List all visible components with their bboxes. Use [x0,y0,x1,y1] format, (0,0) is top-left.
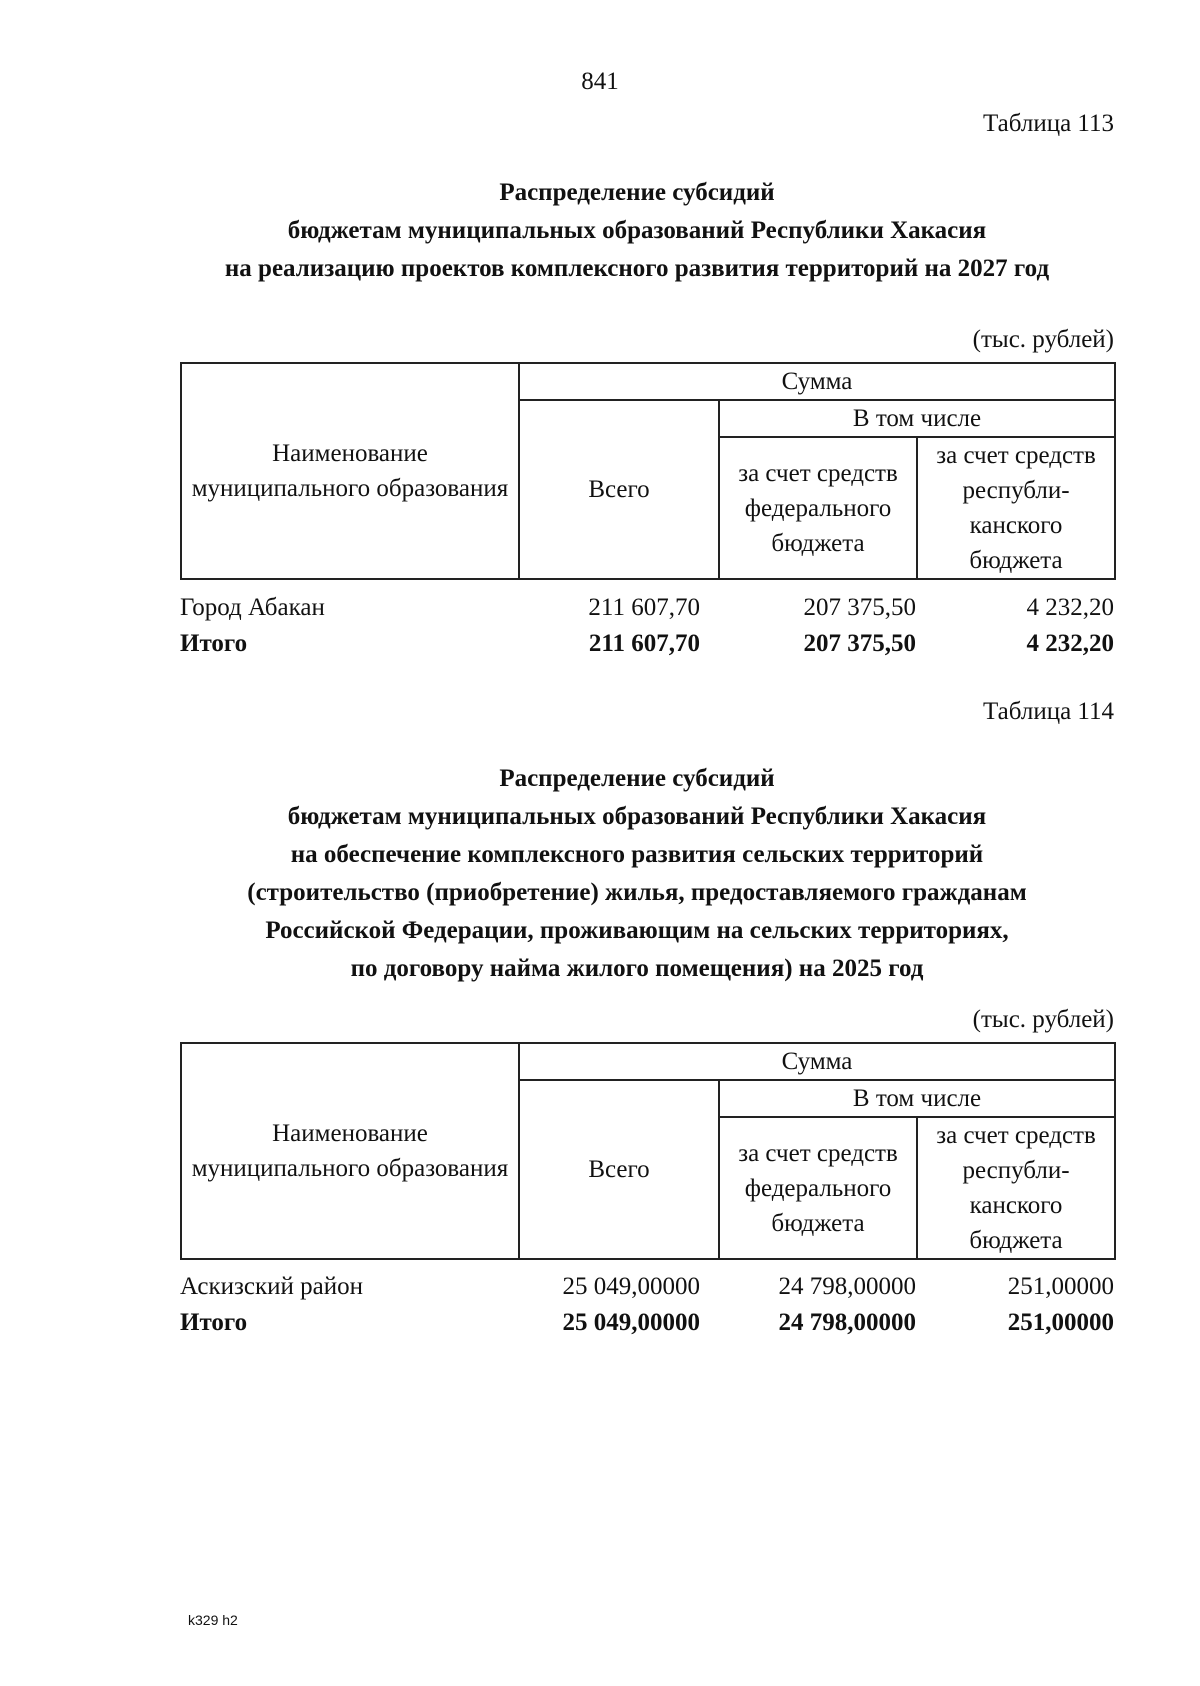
title-line: Распределение субсидий [499,765,775,792]
table-114-title [160,760,1114,988]
title-line: Распределение субсидий [499,179,775,206]
summary-name: Итого [180,630,248,657]
row-federal: 24 798,00000 [778,1273,916,1300]
table-114-units: (тыс. рублей) [972,1006,1114,1033]
header-total: Всего [519,400,719,579]
table-114-label: Таблица 114 [983,698,1114,725]
table-114-summary-row [180,1309,1114,1345]
title-line: на реализацию проектов комплексного развития территорий на 2027 год [224,255,1050,282]
title-line: бюджетам муниципальных образований Республики Хакасия [287,217,987,244]
header-name: Наименование муниципального образования [181,1043,519,1259]
summary-total: 25 049,00000 [562,1309,700,1336]
header-sum: Сумма [519,363,1115,400]
table-113-units: (тыс. рублей) [972,326,1114,353]
row-total: 211 607,70 [588,594,700,621]
table-113-label: Таблица 113 [983,110,1114,137]
summary-republic: 4 232,20 [1026,630,1114,657]
header-republic: за счет средств республи-канского бюджета [917,1117,1115,1259]
title-line: на обеспечение комплексного развития сельских территорий [290,841,984,868]
summary-name: Итого [180,1309,248,1336]
table-114-row [180,1273,1114,1309]
header-including: В том числе [719,1080,1115,1117]
header-federal: за счет средств федерального бюджета [719,1117,917,1259]
table-113-row [180,594,1114,630]
table-113-title [160,174,1114,288]
title-line: Российской Федерации, проживающим на сельских территориях, [265,917,1009,944]
table-114-header [180,1042,1116,1260]
row-total: 25 049,00000 [562,1273,700,1300]
row-republic: 4 232,20 [1026,594,1114,621]
row-federal: 207 375,50 [803,594,916,621]
table-113-header [180,362,1116,580]
summary-total: 211 607,70 [588,630,700,657]
table-113-summary-row [180,630,1114,666]
summary-republic: 251,00000 [1007,1309,1114,1336]
header-republic: за счет средств республи-канского бюджета [917,437,1115,579]
summary-federal: 24 798,00000 [778,1309,916,1336]
row-republic: 251,00000 [1007,1273,1114,1300]
title-line: по договору найма жилого помещения) на 2025 год [350,955,924,982]
page-number: 841 [581,68,619,95]
header-including: В том числе [719,400,1115,437]
header-total: Всего [519,1080,719,1259]
title-line: (строительство (приобретение) жилья, предоставляемого гражданам [247,879,1027,906]
row-name: Город Абакан [180,594,325,621]
summary-federal: 207 375,50 [803,630,916,657]
header-name: Наименование муниципального образования [181,363,519,579]
header-federal: за счет средств федерального бюджета [719,437,917,579]
row-name: Аскизский район [180,1273,364,1300]
footer-code: k329 h2 [188,1612,238,1628]
header-sum: Сумма [519,1043,1115,1080]
title-line: бюджетам муниципальных образований Республики Хакасия [287,803,987,830]
